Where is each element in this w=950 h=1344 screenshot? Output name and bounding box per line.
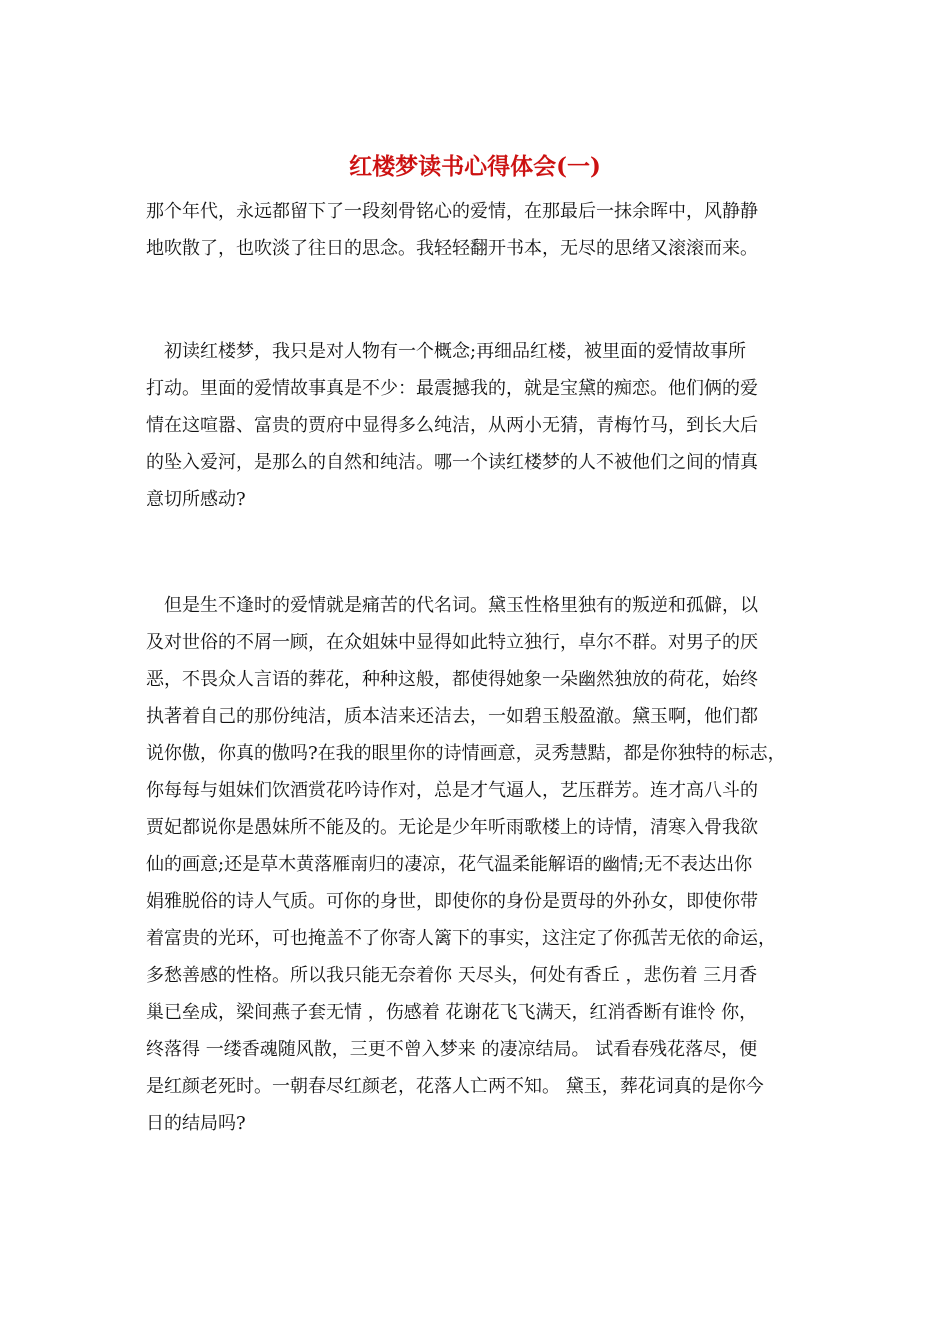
paragraph-line: 意切所感动? bbox=[146, 489, 246, 510]
paragraph-line: 日的结局吗? bbox=[146, 1113, 246, 1134]
paragraph-line: 仙的画意;还是草木黄落雁南归的凄凉，花气温柔能解语的幽情;无不表达出你 bbox=[146, 854, 753, 875]
paragraph-line: 恶，不畏众人言语的葬花，种种这般，都使得她象一朵幽然独放的荷花，始终 bbox=[146, 669, 758, 690]
paragraph-line: 打动。里面的爱情故事真是不少：最震撼我的，就是宝黛的痴恋。他们俩的爱 bbox=[146, 378, 758, 399]
paragraph-line: 初读红楼梦，我只是对人物有一个概念;再细品红楼，被里面的爱情故事所 bbox=[146, 341, 747, 362]
paragraph-line: 娟雅脱俗的诗人气质。可你的身世，即使你的身份是贾母的外孙女，即使你带 bbox=[146, 891, 758, 912]
paragraph-line: 贾妃都说你是愚妹所不能及的。无论是少年听雨歌楼上的诗情，清寒入骨我欲 bbox=[146, 817, 758, 838]
document-title: 红楼梦读书心得体会(一) bbox=[349, 153, 601, 180]
paragraph-line: 那个年代，永远都留下了一段刻骨铭心的爱情，在那最后一抹余晖中，风静静 bbox=[146, 201, 758, 222]
paragraph-line: 但是生不逢时的爱情就是痛苦的代名词。黛玉性格里独有的叛逆和孤僻，以 bbox=[146, 595, 758, 616]
paragraph-line: 终落得 一缕香魂随风散，三更不曾入梦来 的凄凉结局。 试看春残花落尽，便 bbox=[146, 1039, 758, 1060]
paragraph-line: 的坠入爱河，是那么的自然和纯洁。哪一个读红楼梦的人不被他们之间的情真 bbox=[146, 452, 758, 473]
paragraph-line: 着富贵的光环，可也掩盖不了你寄人篱下的事实，这注定了你孤苦无依的命运， bbox=[146, 928, 776, 949]
paragraph-line: 执著着自己的那份纯洁，质本洁来还洁去，一如碧玉般盈澈。黛玉啊，他们都 bbox=[146, 706, 758, 727]
paragraph-line: 巢已垒成，梁间燕子套无情 ，伤感着 花谢花飞飞满天，红消香断有谁怜 你， bbox=[146, 1002, 758, 1023]
paragraph-line: 及对世俗的不屑一顾，在众姐妹中显得如此特立独行，卓尔不群。对男子的厌 bbox=[146, 632, 758, 653]
paragraph-line: 情在这喧嚣、富贵的贾府中显得多么纯洁，从两小无猜，青梅竹马，到长大后 bbox=[146, 415, 758, 436]
paragraph-line: 多愁善感的性格。所以我只能无奈着你 天尽头，何处有香丘 ，悲伤着 三月香 bbox=[146, 965, 758, 986]
paragraph-line: 地吹散了，也吹淡了往日的思念。我轻轻翻开书本，无尽的思绪又滚滚而来。 bbox=[146, 238, 758, 259]
paragraph-line: 说你傲，你真的傲吗?在我的眼里你的诗情画意，灵秀慧黠，都是你独特的标志， bbox=[146, 743, 786, 764]
paragraph-line: 是红颜老死时。一朝春尽红颜老，花落人亡两不知。 黛玉，葬花词真的是你今 bbox=[146, 1076, 764, 1097]
paragraph-line: 你每每与姐妹们饮酒赏花吟诗作对，总是才气逼人，艺压群芳。连才高八斗的 bbox=[146, 780, 758, 801]
